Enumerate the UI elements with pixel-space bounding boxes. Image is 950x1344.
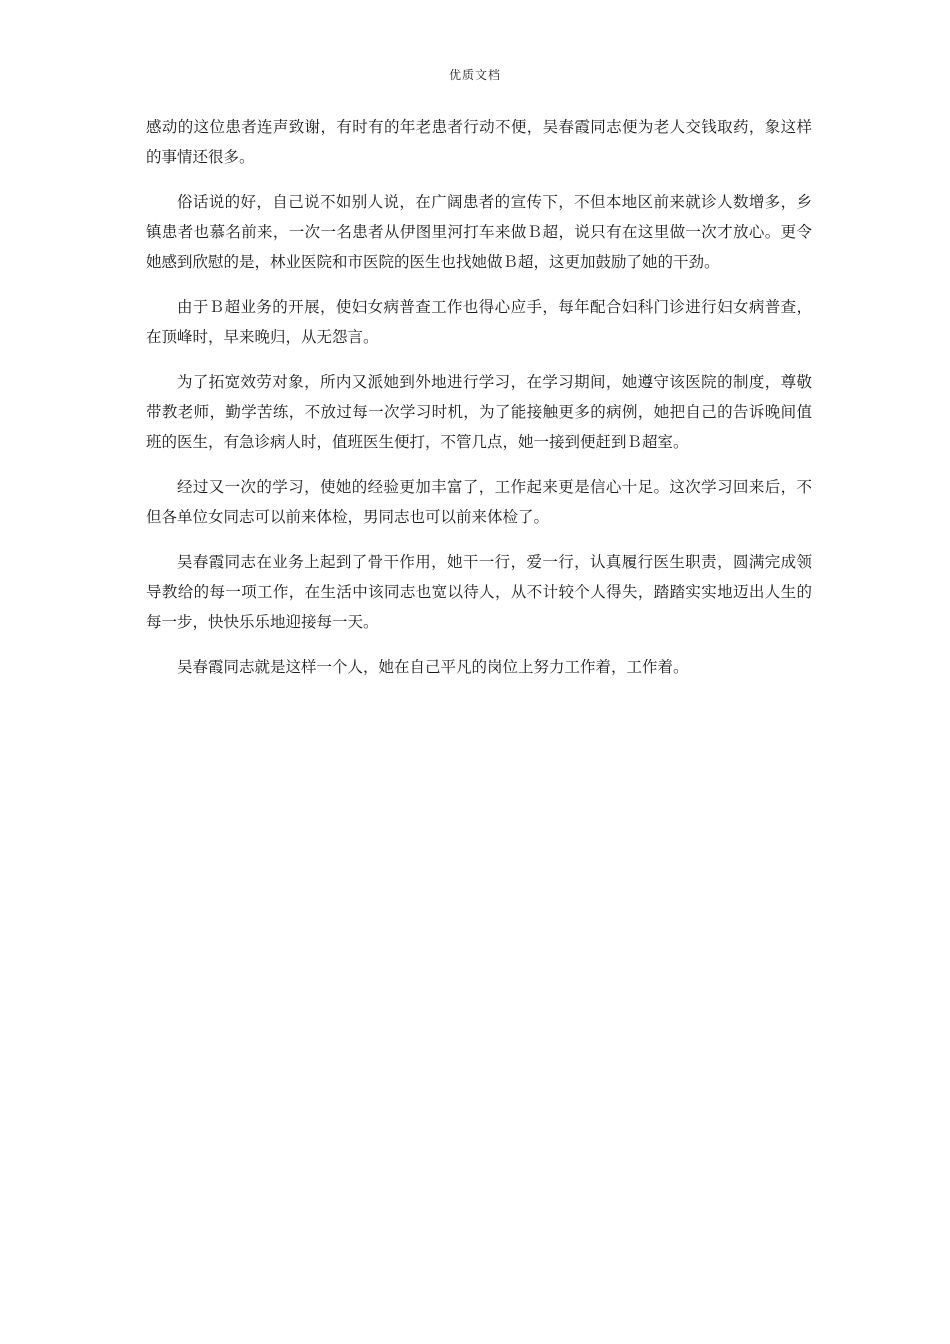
document-body [146,112,812,697]
paragraph: 由于Ｂ超业务的开展，使妇女病普查工作也得心应手，每年配合妇科门诊进行妇女病普查，在顶峰时，早来晚归，从无怨言。 [146,298,812,346]
paragraph: 吴春霞同志在业务上起到了骨干作用，她干一行，爱一行，认真履行医生职责，圆满完成领导教给的每一项工作，在生活中该同志也宽以待人，从不计较个人得失，踏踏实实地迈出人生的每一步，快快乐乐地迎接每一天。 [146,553,812,631]
paragraph: 俗话说的好，自己说不如别人说，在广阔患者的宣传下，不但本地区前来就诊人数增多，乡镇患者也慕名前来，一次一名患者从伊图里河打车来做Ｂ超，说只有在这里做一次才放心。更令她感到欣慰的是，林业医院和市医院的医生也找她做Ｂ超，这更加鼓励了她的干劲。 [146,193,812,271]
paragraph: 吴春霞同志就是这样一个人，她在自己平凡的岗位上努力工作着，工作着。 [177,658,689,676]
paragraph: 感动的这位患者连声致谢，有时有的年老患者行动不便，吴春霞同志便为老人交钱取药，象这样的事情还很多。 [146,118,812,166]
paragraph: 为了拓宽效劳对象，所内又派她到外地进行学习，在学习期间，她遵守该医院的制度，尊敬带教老师，勤学苦练，不放过每一次学习时机，为了能接触更多的病例，她把自己的告诉晚间值班的医生，有急诊病人时，值班医生便打，不管几点，她一接到便赶到Ｂ超室。 [146,373,812,451]
page-header: 优质文档 [448,68,501,82]
paragraph: 经过又一次的学习，使她的经验更加丰富了，工作起来更是信心十足。这次学习回来后，不但各单位女同志可以前来体检，男同志也可以前来体检了。 [146,478,812,526]
